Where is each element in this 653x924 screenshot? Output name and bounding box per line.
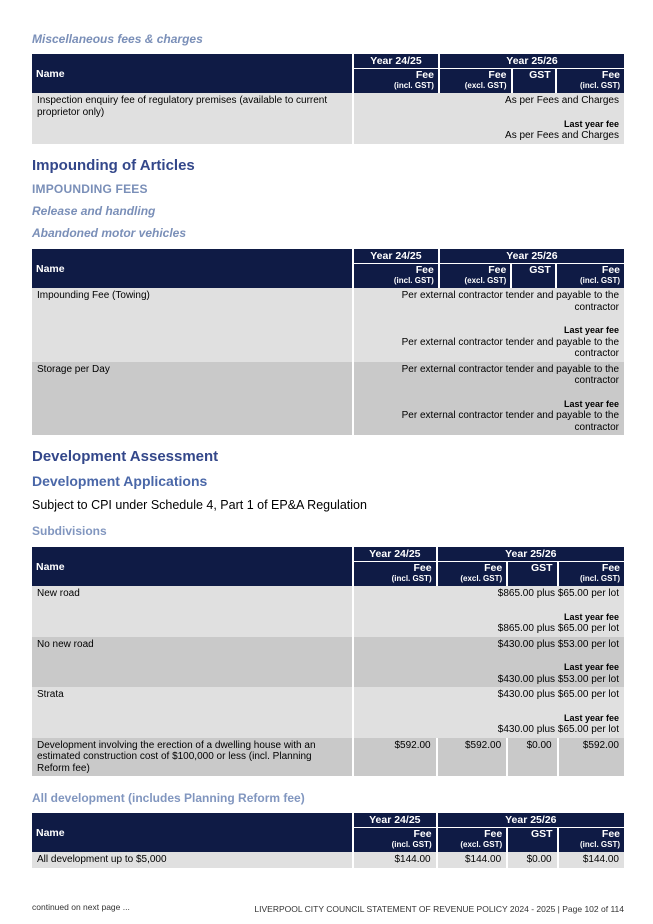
impounding-sub2: Abandoned motor vehicles xyxy=(32,226,187,240)
col-year-curr: Year 25/26 xyxy=(438,813,624,828)
row-name: All development up to $5,000 xyxy=(32,852,354,868)
col-year-prev: Year 24/25 xyxy=(354,54,440,69)
last-year-value: $430.00 plus $65.00 per lot xyxy=(497,724,619,735)
table-row xyxy=(32,288,624,362)
row-name: Inspection enquiry fee of regulatory premises (available to current proprietor only) xyxy=(32,93,354,144)
col-fee-prev: Fee xyxy=(354,562,438,574)
table-row xyxy=(32,738,624,777)
fee-excl: $144.00 xyxy=(438,852,509,868)
impounding-fee-table xyxy=(32,249,624,435)
row-name: No new road xyxy=(32,637,354,688)
col-year-curr: Year 25/26 xyxy=(438,547,624,562)
col-fee-excl: Fee xyxy=(440,69,513,81)
col-year-curr: Year 25/26 xyxy=(440,54,624,69)
misc-fee-table xyxy=(32,54,624,144)
fee-text: $430.00 plus $53.00 per lot xyxy=(497,638,619,650)
impounding-caps: IMPOUNDING FEES xyxy=(32,182,148,196)
col-year-curr: Year 25/26 xyxy=(440,249,624,264)
last-year-label: Last year fee xyxy=(563,325,619,335)
col-incl-note: (incl. GST) xyxy=(354,276,440,288)
development-heading: Development Assessment xyxy=(32,448,219,465)
last-year-label: Last year fee xyxy=(563,712,619,723)
col-fee-excl: Fee xyxy=(438,828,509,840)
col-excl-note: (excl. GST) xyxy=(438,574,509,586)
col-fee-incl: Fee xyxy=(557,69,624,81)
row-name: Storage per Day xyxy=(32,362,354,436)
table-row xyxy=(32,586,624,637)
col-fee-excl: Fee xyxy=(440,264,512,276)
col-gst: GST xyxy=(508,562,558,574)
last-year-value: Per external contractor tender and payable to the contractor xyxy=(401,336,619,359)
table-row xyxy=(32,362,624,436)
row-name: New road xyxy=(32,586,354,637)
last-year-label: Last year fee xyxy=(563,118,619,129)
col-incl-note: (incl. GST) xyxy=(557,81,624,93)
col-gst-note xyxy=(508,840,558,852)
last-year-label: Last year fee xyxy=(563,662,619,672)
subdivision-fee-table xyxy=(32,547,624,776)
table-row xyxy=(32,852,624,868)
impounding-sub1: Release and handling xyxy=(32,204,156,218)
table-row xyxy=(32,687,624,738)
col-year-prev: Year 24/25 xyxy=(354,547,438,562)
col-excl-note: (excl. GST) xyxy=(440,81,513,93)
table-row xyxy=(32,637,624,688)
col-incl-note: (incl. GST) xyxy=(559,574,624,586)
col-incl-note: (incl. GST) xyxy=(559,840,624,852)
col-incl-note: (incl. GST) xyxy=(354,840,438,852)
last-year-value: As per Fees and Charges xyxy=(505,130,619,141)
fee-text: $430.00 plus $65.00 per lot xyxy=(497,689,619,700)
table-row xyxy=(32,93,624,144)
development-note: Subject to CPI under Schedule 4, Part 1 of EP&A Regulation xyxy=(32,498,367,512)
row-name: Development involving the erection of a dwelling house with an estimated construction cost of $100,000 or less (incl. Planning Reform fee) xyxy=(32,738,354,777)
fee-text: Per external contractor tender and payable to the contractor xyxy=(401,363,619,386)
row-name: Strata xyxy=(32,687,354,738)
last-year-value: $430.00 plus $53.00 per lot xyxy=(497,673,619,685)
col-name-header: Name xyxy=(32,547,354,586)
col-fee-incl: Fee xyxy=(557,264,624,276)
all-dev-fee-table xyxy=(32,813,624,868)
col-fee-excl: Fee xyxy=(438,562,509,574)
fee-prev: $592.00 xyxy=(354,738,438,777)
fee-text: As per Fees and Charges xyxy=(505,95,619,106)
col-gst-note xyxy=(513,81,557,93)
row-value xyxy=(354,637,624,688)
col-name-header: Name xyxy=(32,54,354,93)
col-incl-note: (incl. GST) xyxy=(557,276,624,288)
fee-incl: $592.00 xyxy=(559,738,624,777)
subdivisions-heading: Subdivisions xyxy=(32,524,107,538)
col-excl-note: (excl. GST) xyxy=(438,840,509,852)
col-gst: GST xyxy=(508,828,558,840)
col-gst-note xyxy=(508,574,558,586)
last-year-value: $865.00 plus $65.00 per lot xyxy=(497,623,619,634)
col-fee-prev: Fee xyxy=(354,69,440,81)
row-value xyxy=(354,586,624,637)
col-gst: GST xyxy=(513,69,557,81)
col-fee-incl: Fee xyxy=(559,562,624,574)
col-fee-prev: Fee xyxy=(354,264,440,276)
row-name: Impounding Fee (Towing) xyxy=(32,288,354,362)
impounding-heading: Impounding of Articles xyxy=(32,157,195,174)
row-value xyxy=(354,687,624,738)
col-year-prev: Year 24/25 xyxy=(354,249,440,264)
footer-continued: continued on next page ... xyxy=(32,902,130,912)
col-year-prev: Year 24/25 xyxy=(354,813,438,828)
all-dev-heading: All development (includes Planning Reform fee) xyxy=(32,791,305,805)
development-sub: Development Applications xyxy=(32,473,208,489)
fee-incl: $144.00 xyxy=(559,852,624,868)
last-year-value: Per external contractor tender and payable to the contractor xyxy=(401,410,619,433)
last-year-label: Last year fee xyxy=(563,398,619,409)
col-fee-prev: Fee xyxy=(354,828,438,840)
fee-gst: $0.00 xyxy=(508,738,558,777)
last-year-label: Last year fee xyxy=(563,611,619,622)
col-gst-note xyxy=(512,276,557,288)
fee-gst: $0.00 xyxy=(508,852,558,868)
footer-page-info: LIVERPOOL CITY COUNCIL STATEMENT OF REVENUE POLICY 2024 - 2025 | Page 102 of 114 xyxy=(254,904,624,914)
fee-text: Per external contractor tender and payable to the contractor xyxy=(401,290,619,313)
col-gst: GST xyxy=(512,264,557,276)
col-excl-note: (excl. GST) xyxy=(440,276,512,288)
row-value xyxy=(354,93,624,144)
col-incl-note: (incl. GST) xyxy=(354,574,438,586)
fee-text: $865.00 plus $65.00 per lot xyxy=(497,588,619,599)
col-incl-note: (incl. GST) xyxy=(354,81,440,93)
fee-excl: $592.00 xyxy=(438,738,509,777)
row-value xyxy=(354,362,624,436)
col-name-header: Name xyxy=(32,813,354,852)
col-name-header: Name xyxy=(32,249,354,288)
fee-prev: $144.00 xyxy=(354,852,438,868)
col-fee-incl: Fee xyxy=(559,828,624,840)
row-value xyxy=(354,288,624,362)
misc-heading: Miscellaneous fees & charges xyxy=(32,32,203,46)
